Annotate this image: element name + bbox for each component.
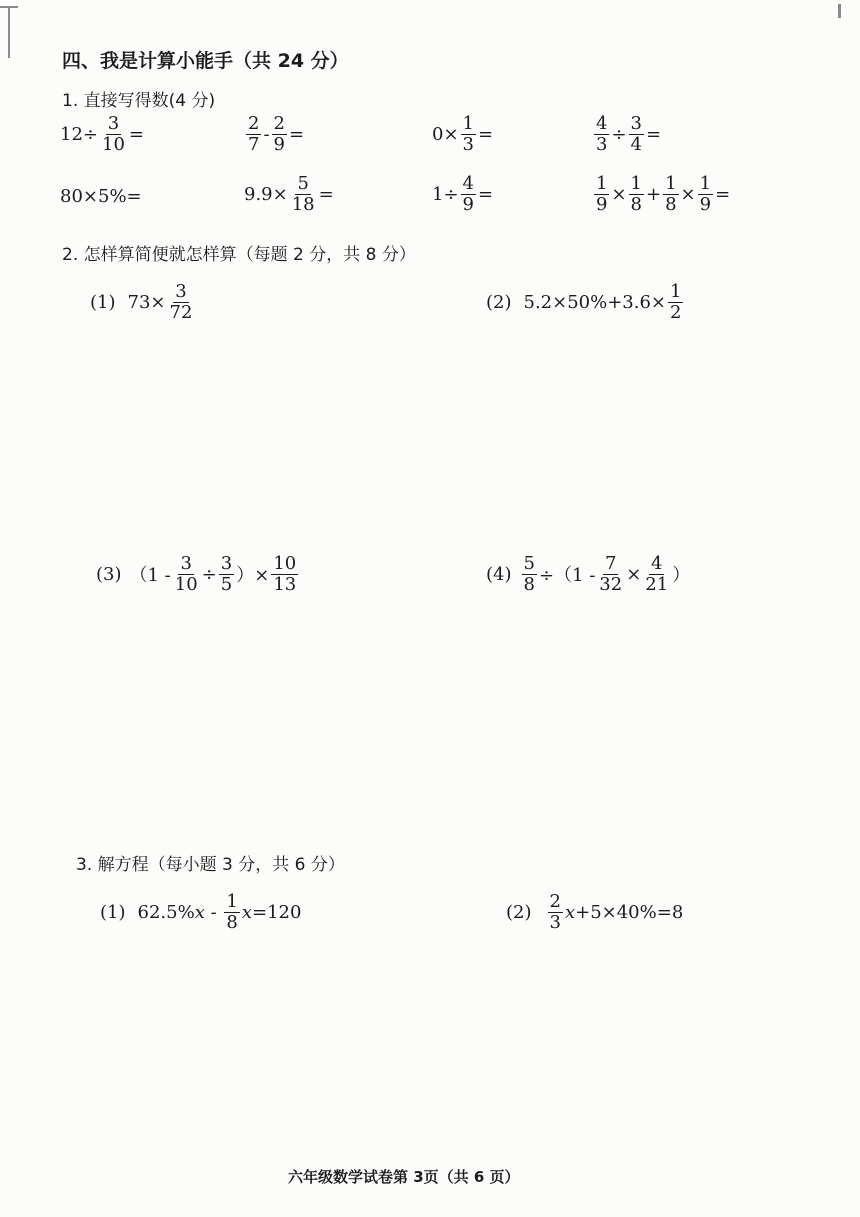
p2-q3: (3) （1 - $\frac{3}{10}$ ÷ $\frac{3}{5}$ ）× $\frac{10}{13}$ — [96, 553, 297, 595]
p1-r2-c: 1÷ $\frac{4}{9}$ = — [432, 173, 494, 215]
question-label: (4) — [486, 563, 512, 585]
fraction: $\frac{4}{9}$ — [462, 173, 474, 215]
p3-q2: (2) $\frac{2}{3}$ x +5×40%=8 — [506, 891, 684, 933]
fraction: $\frac{5}{8}$ — [523, 553, 535, 595]
fraction: $\frac{3}{10}$ — [102, 113, 125, 155]
fraction: $\frac{3}{10}$ — [174, 553, 198, 595]
fraction: $\frac{3}{4}$ — [630, 113, 642, 155]
fraction: $\frac{5}{18}$ — [291, 173, 315, 215]
p1-r1-d: $\frac{4}{3}$ ÷ $\frac{3}{4}$ = — [596, 113, 662, 155]
fraction: $\frac{1}{3}$ — [462, 113, 474, 155]
p1-r2-b: 9.9× $\frac{5}{18}$ = — [244, 173, 334, 215]
fraction: $\frac{1}{8}$ — [226, 891, 238, 933]
fraction: $\frac{7}{32}$ — [599, 553, 623, 595]
p1-r1-b: $\frac{2}{7}$ - $\frac{2}{9}$ = — [248, 113, 305, 155]
question-label: (2) — [486, 291, 512, 313]
p1-r1-c: 0× $\frac{1}{3}$ = — [432, 113, 494, 155]
fraction: $\frac{4}{21}$ — [645, 553, 669, 595]
page-footer: 六年级数学试卷第 3页（共 6 页） — [288, 1168, 520, 1186]
corner-mark-left — [8, 8, 10, 58]
fraction: $\frac{3}{5}$ — [220, 553, 233, 595]
part2-title: 2. 怎样算简便就怎样算（每题 2 分，共 8 分） — [62, 245, 416, 265]
fraction: $\frac{2}{9}$ — [273, 113, 285, 155]
question-label: (3) — [96, 563, 122, 585]
fraction: $\frac{1}{8}$ — [630, 173, 642, 215]
part1-title: 1. 直接写得数(4 分) — [62, 91, 216, 111]
fraction: $\frac{4}{3}$ — [596, 113, 608, 155]
fraction: $\frac{1}{9}$ — [699, 173, 712, 215]
fraction: $\frac{10}{13}$ — [273, 553, 297, 595]
fraction: $\frac{2}{3}$ — [549, 891, 561, 933]
corner-mark-right — [838, 4, 841, 18]
question-label: (1) — [100, 901, 126, 923]
fraction: $\frac{1}{8}$ — [665, 173, 677, 215]
question-label: (1) — [90, 291, 116, 313]
p2-q1: (1) 73× $\frac{3}{72}$ — [90, 281, 193, 323]
p1-r2-a: 80×5%= — [60, 186, 142, 207]
p2-q4: (4) $\frac{5}{8}$ ÷（1 - $\frac{7}{32}$ × $\frac{4}{21}$ ） — [486, 553, 691, 595]
p1-r2-d: $\frac{1}{9}$ × $\frac{1}{8}$ + $\frac{1}{8}$ × $\frac{1}{9}$ = — [596, 173, 731, 215]
question-label: (2) — [506, 901, 532, 923]
part3-title: 3. 解方程（每小题 3 分，共 6 分） — [76, 855, 345, 875]
section-title: 四、我是计算小能手（共 24 分） — [62, 50, 349, 72]
fraction: $\frac{1}{9}$ — [596, 173, 608, 215]
fraction: $\frac{3}{72}$ — [169, 281, 193, 323]
fraction: $\frac{1}{2}$ — [670, 281, 682, 323]
p2-q2: (2) 5.2×50%+3.6× $\frac{1}{2}$ — [486, 281, 682, 323]
p3-q1: (1) 62.5% x - $\frac{1}{8}$ x =120 — [100, 891, 302, 933]
fraction: $\frac{2}{7}$ — [248, 113, 260, 155]
p1-r1-a: 12÷ $\frac{3}{10}$ = — [60, 113, 144, 155]
